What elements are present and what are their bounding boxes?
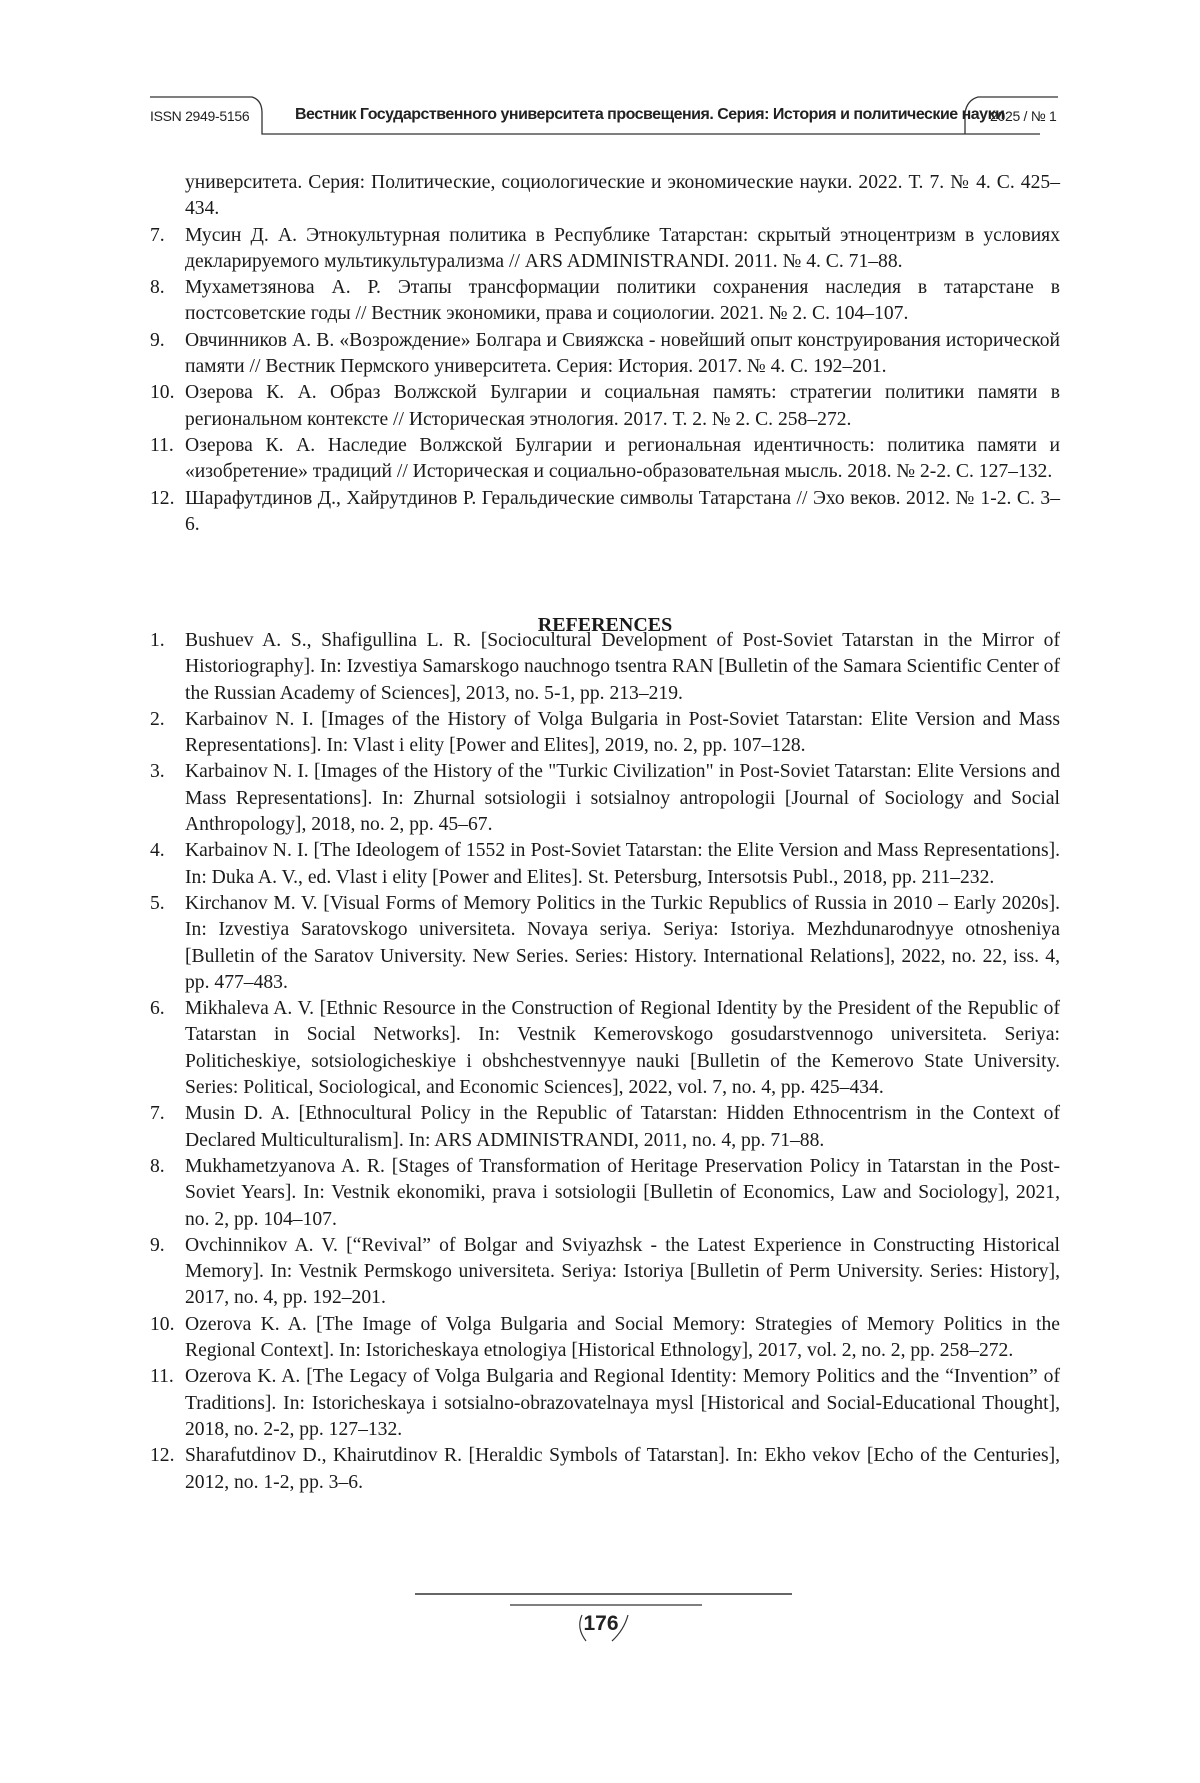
reference-item [150,707,1060,760]
english-reference-list [150,628,1060,1496]
reference-item [150,1233,1060,1312]
reference-item [150,486,1060,539]
reference-item [150,1364,1060,1443]
reference-number: 11. [150,1366,174,1388]
reference-number: 12. [150,1445,175,1467]
reference-number: 8. [150,277,165,299]
reference-item [150,1443,1060,1496]
reference-text: Kirchanov M. V. [Visual Forms of Memory Politics in the Turkic Republics of Russia in 2010 – Early 2020s]. In: Izvestiya Saratovskogo universiteta. Novaya seriya. Seriya: Istoriya. Mezhdunarodnyye otnosheniya [Bulletin of the Saratov University. New Series. Series: History. International Relations], 2022, no. 22, iss. 4, pp. 477–483. [185,892,1060,993]
reference-number: 3. [150,761,165,783]
reference-text: Karbainov N. I. [Images of the History of Volga Bulgaria in Post-Soviet Tatarstan: Elite Version and Mass Representations]. In: Vlast i elity [Power and Elites], 2019, no. 2, pp. 107–128. [185,708,1060,757]
journal-title: Вестник Государственного университета просвещения. Серия: История и политические науки [295,106,1005,123]
reference-text: Bushuev A. S., Shafigullina L. R. [Sociocultural Development of Post-Soviet Tatarstan in the Mirror of Historiography]. In: Izvestiya Samarskogo nauchnogo tsentra RAN [Bulletin of the Samara Scientific Center of the Russian Academy of Sciences], 2013, no. 5-1, pp. 213–219. [185,630,1060,704]
reference-text: Karbainov N. I. [Images of the History of the "Turkic Civilization" in Post-Soviet Tatarstan: Elite Versions and Mass Representations]. In: Zhurnal sotsiologii i sotsialnoy antropologii [Journal of Sociology and Social Anthropology], 2018, no. 2, pp. 45–67. [185,761,1060,836]
reference-text: Musin D. A. [Ethnocultural Policy in the Republic of Tatarstan: Hidden Ethnocentrism in the Context of Declared Multiculturalism]. In: ARS ADMINISTRANDI, 2011, no. 4, pp. 71–88. [185,1103,1060,1151]
reference-number: 11. [150,434,174,456]
reference-text: Mikhaleva A. V. [Ethnic Resource in the Construction of Regional Identity by the President of the Republic of Tatarstan in Social Networks]. In: Vestnik Kemerovskogo gosudarstvennogo universiteta. Seriya: Politicheskiye, sotsiologicheskiye i obshchestvennyye nauki [Bulletin of the Kemerovo State University. Series: Political, Sociological, and Economic Sciences], 2022, vol. 7, no. 4, pp. 425–434. [185,998,1060,1099]
reference-text: Озерова К. А. Образ Волжской Булгарии и социальная память: стратегии политики памяти в региональном контексте // Историческая этнология. 2017. Т. 2. № 2. С. 258–272. [185,382,1060,430]
russian-reference-list [150,170,1060,538]
reference-item [150,759,1060,838]
reference-text: Karbainov N. I. [The Ideologem of 1552 in Post-Soviet Tatarstan: the Elite Version and Mass Representations]. In: Duka A. V., ed. Vlast i elity [Power and Elites]. St. Petersburg, Intersotsis Publ., 2018, pp. 211–232. [185,840,1060,888]
reference-number: 12. [150,487,175,509]
reference-text: Mukhametzyanova A. R. [Stages of Transformation of Heritage Preservation Policy in Tatarstan in the Post-Soviet Years]. In: Vestnik ekonomiki, prava i sotsiologii [Bulletin of Economics, Law and Sociology], 2021, no. 2, pp. 104–107. [185,1155,1060,1230]
page-footer [0,1590,1200,1660]
reference-text: Озерова К. А. Наследие Волжской Булгарии и региональная идентичность: политика памяти и «изобретение» традиций // Историческая и социально-образовательная мысль. 2018. № 2-2. С. 127–132. [185,434,1060,483]
reference-item [150,1154,1060,1233]
reference-item [150,891,1060,996]
reference-number: 9. [150,1234,165,1256]
page-header [0,0,1200,150]
reference-text: Ovchinnikov A. V. [“Revival” of Bolgar and Sviyazhsk - the Latest Experience in Constructing Historical Memory]. In: Vestnik Permskogo universiteta. Seriya: Istoriya [Bulletin of Perm University. Series: History], 2017, no. 4, pp. 192–201. [185,1234,1060,1309]
reference-text: университета. Серия: Политические, социологические и экономические науки. 2022. Т. 7. № 4. С. 425–434. [185,172,1060,220]
issn: ISSN 2949-5156 [150,108,250,124]
reference-item [150,996,1060,1101]
reference-item [150,328,1060,381]
reference-number: 4. [150,840,165,862]
reference-number: 9. [150,329,165,351]
reference-item [150,838,1060,891]
reference-text: Шарафутдинов Д., Хайрутдинов Р. Геральдические символы Татарстана // Эхо веков. 2012. № 1-2. С. 3–6. [185,487,1060,535]
reference-item [150,223,1060,276]
reference-number: 10. [150,1313,175,1335]
reference-item [150,1312,1060,1365]
reference-text: Sharafutdinov D., Khairutdinov R. [Heraldic Symbols of Tatarstan]. In: Ekho vekov [Echo of the Centuries], 2012, no. 1-2, pp. 3–6. [185,1445,1060,1493]
reference-text: Ozerova K. A. [The Legacy of Volga Bulgaria and Regional Identity: Memory Politics and the “Invention” of Traditions]. In: Istoricheskaya i sotsialno-obrazovatelnaya mysl [Historical and Social-Educational Thought], 2018, no. 2-2, pp. 127–132. [185,1366,1060,1440]
reference-text: Ozerova K. A. [The Image of Volga Bulgaria and Social Memory: Strategies of Memory Politics in the Regional Context]. In: Istoricheskaya etnologiya [Historical Ethnology], 2017, vol. 2, no. 2, pp. 258–272. [185,1313,1060,1362]
reference-number: 7. [150,224,165,246]
reference-number: 1. [150,630,165,651]
reference-item [150,380,1060,433]
reference-item [150,275,1060,328]
reference-item [150,433,1060,486]
reference-number: 2. [150,708,165,730]
reference-item [150,628,1060,707]
reference-number: 8. [150,1155,165,1177]
reference-number: 6. [150,998,165,1020]
references-heading: REFERENCES [537,614,673,636]
reference-number: 5. [150,892,165,914]
reference-item [150,1101,1060,1154]
reference-text: Мусин Д. А. Этнокультурная политика в Республике Татарстан: скрытый этноцентризм в условиях декларируемого мультикультурализма // ARS ADMINISTRANDI. 2011. № 4. С. 71–88. [185,224,1060,272]
reference-number: 7. [150,1103,165,1125]
page-number: 176 [583,1612,619,1635]
issue-number: 2025 / № 1 [990,108,1057,124]
reference-text: Мухаметзянова А. Р. Этапы трансформации политики сохранения наследия в татарстане в постсоветские годы // Вестник экономики, права и социологии. 2021. № 2. С. 104–107. [185,277,1060,325]
reference-item [150,170,1060,223]
header-frame [0,0,1200,150]
reference-number: 10. [150,382,175,404]
reference-text: Овчинников А. В. «Возрождение» Болгара и Свияжска - новейший опыт конструирования исторической памяти // Вестник Пермского университета. Серия: История. 2017. № 4. С. 192–201. [185,329,1060,378]
